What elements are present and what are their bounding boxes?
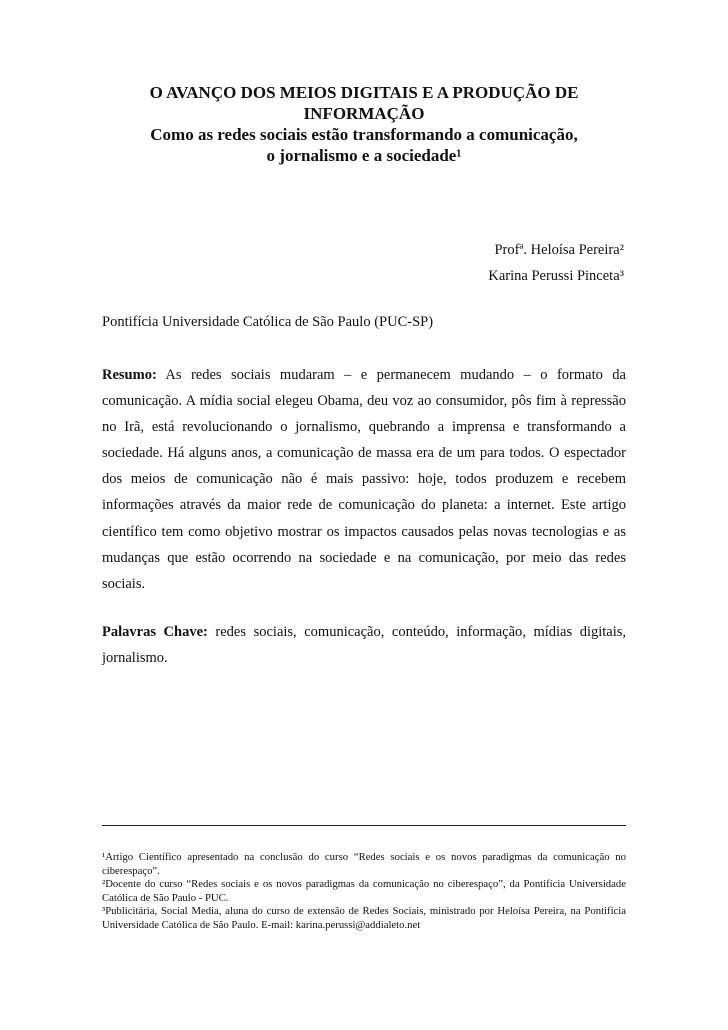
- keywords-text: redes sociais, comunicação, conteúdo, informação, mídias digitais, jornalismo.: [102, 624, 627, 667]
- footnote-3: ³Publicitária, Social Media, aluna do curso de extensão de Redes Sociais, ministrado por Heloísa Pereira, na Pontifícia Universidade Católica de São Paulo. E-mail: karina.perussi@addialeto.net: [102, 905, 626, 931]
- author-1: Profª. Heloísa Pereira²: [494, 242, 624, 258]
- abstract-text: As redes sociais mudaram – e permanecem mudando – o formato da comunicação. A mídia social elegeu Obama, deu voz ao consumidor, pôs fim à repressão no Irã, está revolucionando o jornalismo, quebrando a imprensa e transformando a sociedade. Há alguns anos, a comunicação de massa era de um para todos. O espectador dos meios de comunicação não é mais passivo: hoje, todos produzem e recebem informações através da maior rede de comunicação do planeta: a internet. Este artigo científico tem como objetivo mostrar os impactos causados pelas novas tecnologias e as mudanças que estão ocorrendo na sociedade e na comunicação, por meio das redes sociais.: [102, 367, 626, 592]
- abstract-label: Resumo:: [102, 367, 157, 383]
- author-2: Karina Perussi Pinceta³: [488, 268, 624, 284]
- title-block: [100, 82, 628, 166]
- title-line-1: O AVANÇO DOS MEIOS DIGITAIS E A PRODUÇÃO DE: [149, 83, 579, 102]
- footnote-2: ²Docente do curso “Redes sociais e os novos paradigmas da comunicação no ciberespaço”, da Pontifícia Universidade Católica de São Paulo - PUC.: [102, 878, 626, 904]
- subtitle-line-2: o jornalismo e a sociedade¹: [266, 146, 462, 165]
- author-list: [488, 237, 624, 289]
- title-line-2: INFORMAÇÃO: [303, 104, 425, 123]
- keywords: [102, 619, 626, 671]
- abstract: [102, 362, 626, 597]
- footnote-1: ¹Artigo Científico apresentado na conclusão do curso “Redes sociais e os novos paradigmas da comunicação no ciberespaço”.: [102, 851, 626, 877]
- keywords-label: Palavras Chave:: [102, 624, 208, 640]
- subtitle-line-1: Como as redes sociais estão transformando a comunicação,: [150, 125, 578, 144]
- footnotes: [102, 851, 626, 933]
- institution: Pontifícia Universidade Católica de São Paulo (PUC-SP): [102, 314, 434, 330]
- footnote-divider: [102, 825, 626, 826]
